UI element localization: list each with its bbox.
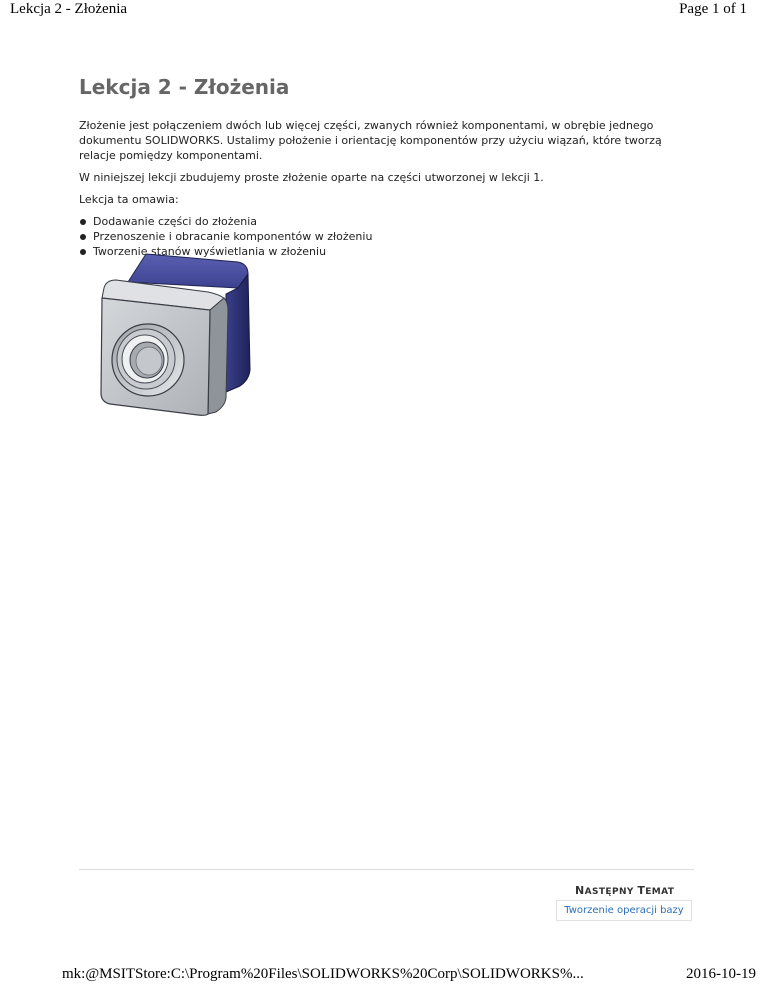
print-footer-date: 2016-10-19 (686, 966, 756, 982)
print-header-page-number: Page 1 of 1 (679, 1, 747, 17)
assembly-illustration (98, 248, 258, 418)
intro-paragraph: W niniejszej lekcji zbudujemy proste złożenie oparte na części utworzonej w lekcji 1. (79, 171, 544, 184)
bullet-icon (80, 234, 86, 240)
help-topic-content (79, 72, 694, 259)
intro-text (79, 118, 679, 259)
list-item (79, 214, 679, 229)
print-footer (0, 966, 768, 986)
list-item (79, 229, 679, 244)
list-item-label: Tworzenie stanów wyświetlania w złożeniu (93, 245, 327, 258)
topics-lead: Lekcja ta omawia: (79, 193, 179, 206)
print-footer-url: mk:@MSITStore:C:\Program%20Files\SOLIDWORKS%20Corp\SOLIDWORKS%... (62, 966, 584, 982)
next-topic-link[interactable]: Tworzenie operacji bazy (556, 900, 692, 921)
list-item-label: Dodawanie części do złożenia (93, 215, 258, 228)
bullet-icon (80, 219, 86, 225)
bullet-icon (80, 249, 86, 255)
page-title: Lekcja 2 - Złożenia (79, 75, 290, 99)
footer-divider (79, 869, 694, 870)
list-item-label: Przenoszenie i obracanie komponentów w złożeniu (93, 230, 373, 243)
intro-paragraph: Złożenie jest połączeniem dwóch lub więcej części, zwanych również komponentami, w obrębie jednego dokumentu SOLIDWORKS. Ustalimy położenie i orientację komponentów przy użyciu wiązań, które tworzą relacje pomiędzy komponentami. (79, 119, 662, 162)
next-topic-label: NASTĘPNY TEMAT (575, 884, 675, 897)
print-header-title: Lekcja 2 - Złożenia (10, 1, 128, 17)
print-header (0, 1, 768, 21)
